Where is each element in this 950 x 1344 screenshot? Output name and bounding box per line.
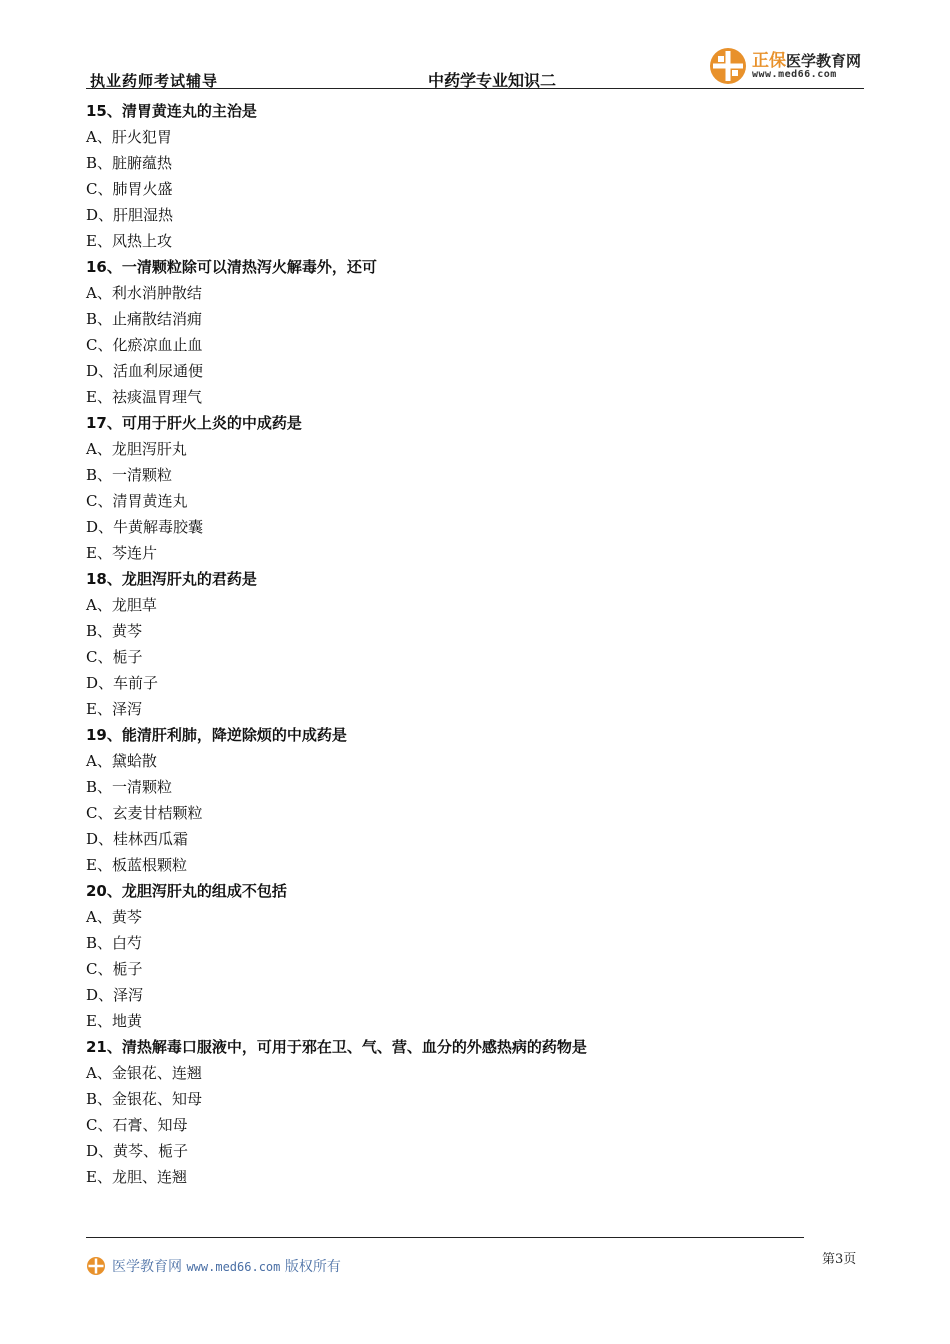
answer-option: B、止痛散结消痈 <box>86 310 203 328</box>
question-stem: 19、能清肝利肺，降逆除烦的中成药是 <box>86 726 347 744</box>
question-stem: 18、龙胆泻肝丸的君药是 <box>86 570 257 588</box>
answer-option: B、黄芩 <box>86 622 143 640</box>
answer-option: B、一清颗粒 <box>86 778 173 796</box>
answer-option: C、清胃黄连丸 <box>86 492 188 510</box>
answer-option: A、利水消肿散结 <box>86 284 202 302</box>
footer-rights: 版权所有 <box>284 1259 341 1275</box>
answer-option: D、黄芩、栀子 <box>86 1142 189 1160</box>
header-left-title: 执业药师考试辅导 <box>90 72 219 90</box>
answer-option: A、黄芩 <box>86 908 142 926</box>
answer-option: B、脏腑蕴热 <box>86 154 173 172</box>
question-stem: 15、清胃黄连丸的主治是 <box>86 102 257 120</box>
answer-option: B、金银花、知母 <box>86 1090 203 1108</box>
answer-option: C、栀子 <box>86 960 143 978</box>
answer-option: E、风热上攻 <box>86 232 172 250</box>
answer-option: A、肝火犯胃 <box>86 128 172 146</box>
answer-option: C、石膏、知母 <box>86 1116 188 1134</box>
logo-url: www.med66.com <box>752 69 837 80</box>
logo-brand-name: 医学教育网 <box>786 52 862 70</box>
answer-option: E、祛痰温胃理气 <box>86 388 202 406</box>
question-stem: 20、龙胆泻肝丸的组成不包括 <box>86 882 287 900</box>
header-rule <box>86 88 864 89</box>
page-header <box>86 44 864 90</box>
logo-brand-text <box>752 46 861 71</box>
answer-option: A、龙胆泻肝丸 <box>86 440 187 458</box>
brand-logo[interactable] <box>706 44 866 86</box>
answer-option: A、龙胆草 <box>86 596 157 614</box>
answer-option: C、栀子 <box>86 648 143 666</box>
footer-url: www.med66.com <box>186 1260 281 1274</box>
answer-option: E、板蓝根颗粒 <box>86 856 187 874</box>
answer-option: D、车前子 <box>86 674 159 692</box>
question-stem: 17、可用于肝火上炎的中成药是 <box>86 414 302 432</box>
answer-option: E、龙胆、连翘 <box>86 1168 187 1186</box>
header-center-title: 中药学专业知识二 <box>428 71 557 90</box>
page-number: 第3页 <box>822 1252 857 1267</box>
answer-option: E、芩连片 <box>86 544 157 562</box>
logo-mark-icon <box>708 46 748 86</box>
answer-option: B、白芍 <box>86 934 143 952</box>
question-stem: 16、一清颗粒除可以清热泻火解毒外，还可 <box>86 258 377 276</box>
answer-option: E、地黄 <box>86 1012 142 1030</box>
answer-option: C、肺胃火盛 <box>86 180 173 198</box>
footer-site: 医学教育网 <box>112 1259 182 1275</box>
answer-option: E、泽泻 <box>86 700 142 718</box>
question-stem: 21、清热解毒口服液中，可用于邪在卫、气、营、血分的外感热病的药物是 <box>86 1038 587 1056</box>
answer-option: D、活血利尿通便 <box>86 362 204 380</box>
answer-option: C、化瘀凉血止血 <box>86 336 203 354</box>
answer-option: D、牛黄解毒胶囊 <box>86 518 204 536</box>
answer-option: D、肝胆湿热 <box>86 206 174 224</box>
question-list <box>86 98 846 1190</box>
answer-option: A、黛蛤散 <box>86 752 157 770</box>
answer-option: A、金银花、连翘 <box>86 1064 202 1082</box>
answer-option: B、一清颗粒 <box>86 466 173 484</box>
answer-option: C、玄麦甘桔颗粒 <box>86 804 203 822</box>
answer-option: D、泽泻 <box>86 986 144 1004</box>
footer-rule <box>86 1237 804 1238</box>
footer-copyright[interactable] <box>112 1256 341 1276</box>
footer-logo-icon <box>86 1256 106 1276</box>
logo-brand-accent: 正保 <box>752 51 786 71</box>
answer-option: D、桂林西瓜霜 <box>86 830 189 848</box>
